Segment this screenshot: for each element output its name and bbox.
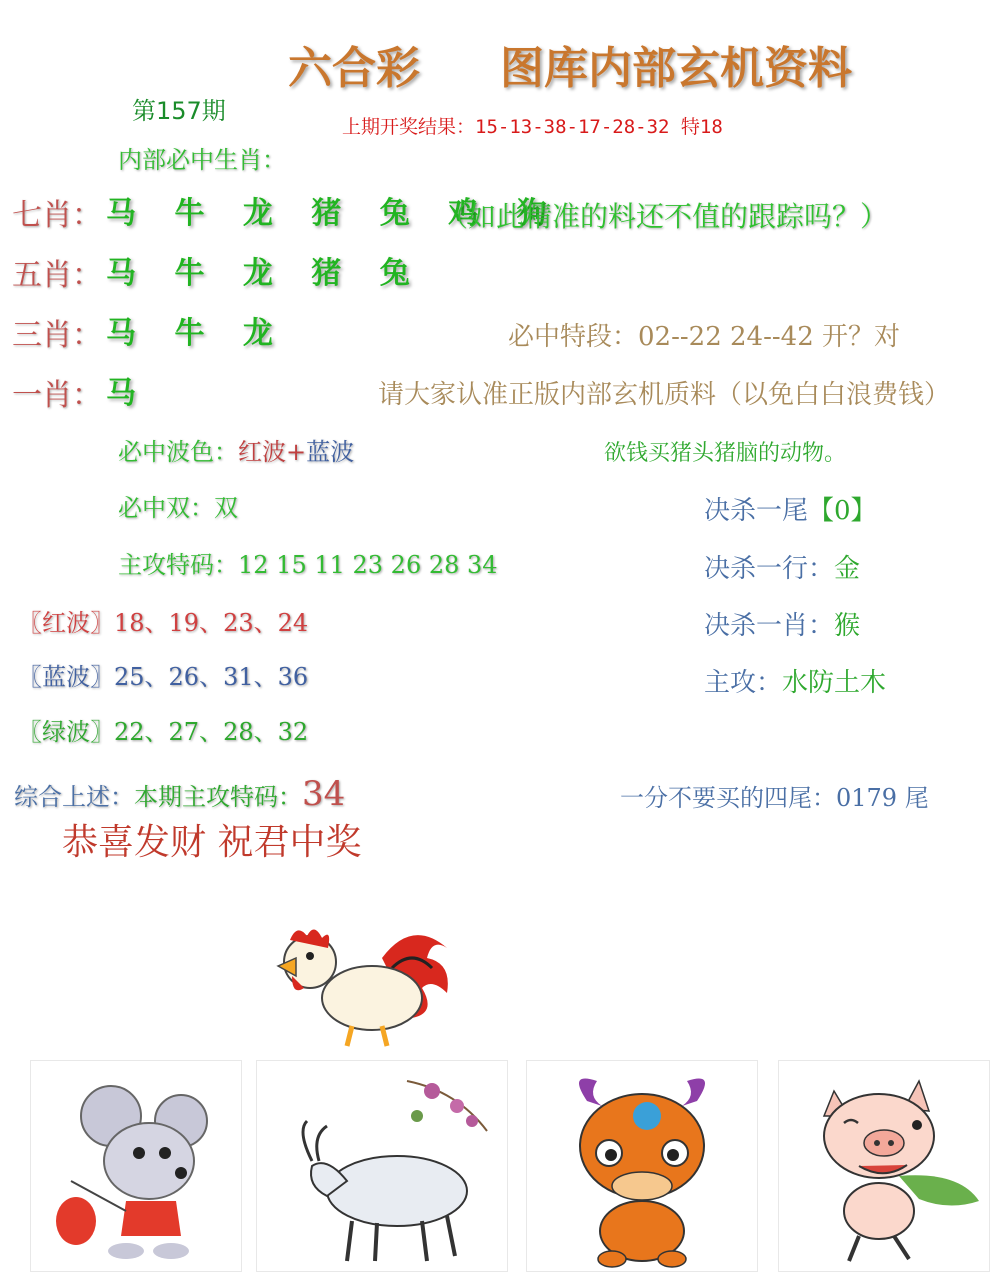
attack-row xyxy=(704,662,886,699)
wave-blue-row xyxy=(18,657,308,692)
wave-green-row xyxy=(18,712,308,747)
zodiac-values-seven: 马 牛 龙 猪 兔 鸡 狗 xyxy=(106,196,561,231)
last-result: 上期开奖结果：15-13-38-17-28-32 特18 xyxy=(342,116,723,138)
double-label: 必中双： xyxy=(118,494,214,522)
wave-red-label: 〖红波〗 xyxy=(18,609,114,637)
rat-image xyxy=(30,1060,242,1272)
summary-code: 34 xyxy=(302,774,346,814)
zodiac-label-five: 五肖： xyxy=(12,258,102,293)
kill-tail-label: 决杀一尾 xyxy=(704,496,809,526)
kill-tail-row xyxy=(704,490,877,527)
wave-green-label: 〖绿波〗 xyxy=(18,718,114,746)
wave-row xyxy=(118,432,354,467)
must-segment: 必中特段：02--22 24--42 开？对 xyxy=(508,322,901,352)
kill-line-label: 决杀一行： xyxy=(704,554,835,584)
authentic-note: 请大家认准正版内部玄机质料（以免白白浪费钱） xyxy=(378,380,951,410)
title-left: 六合彩 xyxy=(288,43,420,94)
zodiac-values-three: 马 牛 龙 xyxy=(106,316,287,351)
wave-plus: + xyxy=(286,438,307,466)
double-value: 双 xyxy=(214,494,238,522)
kill-tail-value: 【0】 xyxy=(808,496,877,526)
rooster-image xyxy=(262,918,458,1054)
goat-image xyxy=(256,1060,508,1272)
riddle-note: 欲钱买猪头猪脑的动物。 xyxy=(604,441,847,466)
zodiac-values-five: 马 牛 龙 猪 兔 xyxy=(106,256,424,291)
ox-image xyxy=(526,1060,758,1272)
kill-line-value: 金 xyxy=(834,554,861,584)
zodiac-label-one: 一肖： xyxy=(12,378,102,413)
wave-red-numbers: 18、19、23、24 xyxy=(114,609,309,637)
summary-row xyxy=(14,774,345,814)
zodiac-label-three: 三肖： xyxy=(12,318,102,353)
wish-text: 恭喜发财 祝君中奖 xyxy=(62,822,362,863)
wave-blue-numbers: 25、26、31、36 xyxy=(114,663,309,691)
pig-image xyxy=(778,1060,990,1272)
wave-red-row xyxy=(18,603,308,638)
wave-blue: 蓝波 xyxy=(306,438,355,466)
summary-text: 本期主攻特码： xyxy=(134,783,302,811)
issue-number: 第157期 xyxy=(132,97,226,125)
double-row xyxy=(118,488,238,523)
zodiac-values-one: 马 xyxy=(106,376,150,411)
main-code-row xyxy=(118,545,498,580)
kill-zodiac-row xyxy=(704,605,860,642)
main-code-label: 主攻特码： xyxy=(118,551,238,579)
title-right: 图库内部玄机资料 xyxy=(500,43,852,94)
main-code-value: 12 15 11 23 26 28 34 xyxy=(238,551,498,579)
wave-blue-label: 〖蓝波〗 xyxy=(18,663,114,691)
section-label: 内部必中生肖： xyxy=(118,146,286,174)
wave-green-numbers: 22、27、28、32 xyxy=(114,718,309,746)
accurate-note: （如此精准的料还不值的跟踪吗？） xyxy=(440,200,889,233)
kill-zodiac-value: 猴 xyxy=(834,611,861,641)
kill-line-row xyxy=(704,548,860,585)
wave-red: 红波 xyxy=(238,438,286,466)
skip-tails: 一分不要买的四尾：0179 尾 xyxy=(620,784,929,812)
attack-label: 主攻： xyxy=(704,668,783,698)
wave-label: 必中波色： xyxy=(118,438,238,466)
summary-label: 综合上述： xyxy=(14,783,134,811)
zodiac-label-seven: 七肖： xyxy=(12,198,102,233)
kill-zodiac-label: 决杀一肖： xyxy=(704,611,835,641)
attack-value: 水防土木 xyxy=(782,668,887,698)
